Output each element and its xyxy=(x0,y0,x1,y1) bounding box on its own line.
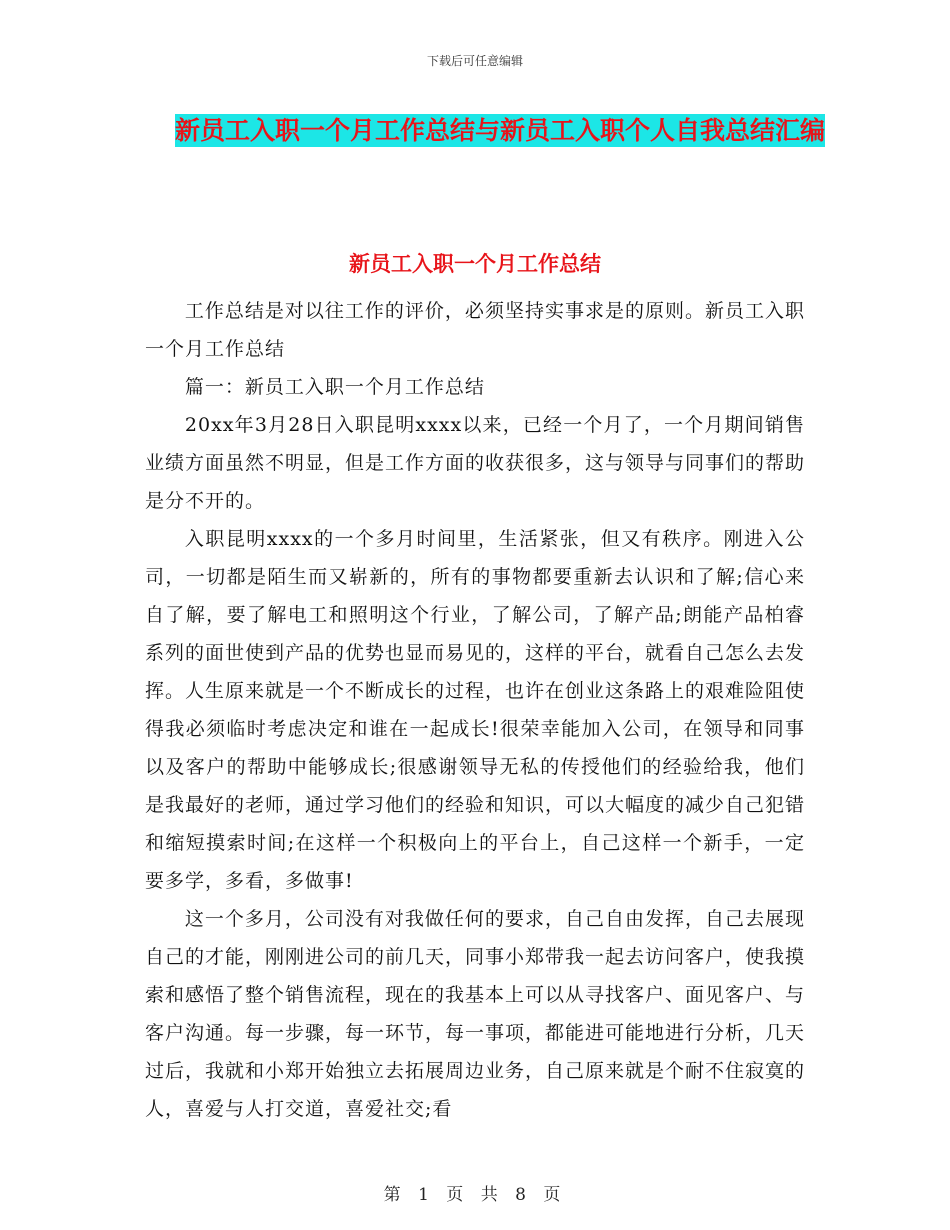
document-title-text: 新员工入职一个月工作总结与新员工入职个人自我总结汇编 xyxy=(174,116,825,145)
page-number-footer: 第 1 页 共 8 页 xyxy=(383,1185,567,1205)
paragraph-sales-experience: 这一个多月，公司没有对我做任何的要求，自己自由发挥，自己去展现自己的才能，刚刚进公司的前几天，同事小郑带我一起去访问客户，使我摸索和感悟了整个销售流程，现在的我基本上可以从寻找客户、面见客户、与客户沟通。每一步骤，每一环节，每一事项，都能进可能地进行分析，几天过后，我就和小郑开始独立去拓展周边业务，自己原来就是个耐不住寂寞的人，喜爱与人打交道，喜爱社交;看 xyxy=(145,908,806,1120)
document-body xyxy=(145,292,805,1128)
document-title xyxy=(140,108,860,154)
section-title: 新员工入职一个月工作总结 xyxy=(349,252,601,276)
paragraph-first-month: 入职昆明xxxx的一个多月时间里，生活紧张，但又有秩序。刚进入公司，一切都是陌生而又崭新的，所有的事物都要重新去认识和了解;信心来自了解，要了解电工和照明这个行业，了解公司，了解产品;朗能产品柏睿系列的面世使到产品的优势也显而易见的，这样的平台，就看自己怎么去发挥。人生原来就是一个不断成长的过程，也许在创业这条路上的艰难险阻使得我必须临时考虑决定和谁在一起成长!很荣幸能加入公司，在领导和同事以及客户的帮助中能够成长;很感谢领导无私的传授他们的经验给我，他们是我最好的老师，通过学习他们的经验和知识，可以大幅度的减少自己犯错和缩短摸索时间;在这样一个积极向上的平台上，自己这样一个新手，一定要多学，多看，多做事! xyxy=(145,528,806,892)
paragraph-intro: 工作总结是对以往工作的评价，必须坚持实事求是的原则。新员工入职一个月工作总结 xyxy=(145,300,805,360)
paragraph-part-one-heading: 篇一：新员工入职一个月工作总结 xyxy=(184,376,485,398)
paragraph-start-date: 20xx年3月28日入职昆明xxxx以来，已经一个月了，一个月期间销售业绩方面虽然不明显，但是工作方面的收获很多，这与领导与同事们的帮助是分不开的。 xyxy=(145,414,806,512)
page-header-note: 下载后可任意编辑 xyxy=(426,54,523,68)
